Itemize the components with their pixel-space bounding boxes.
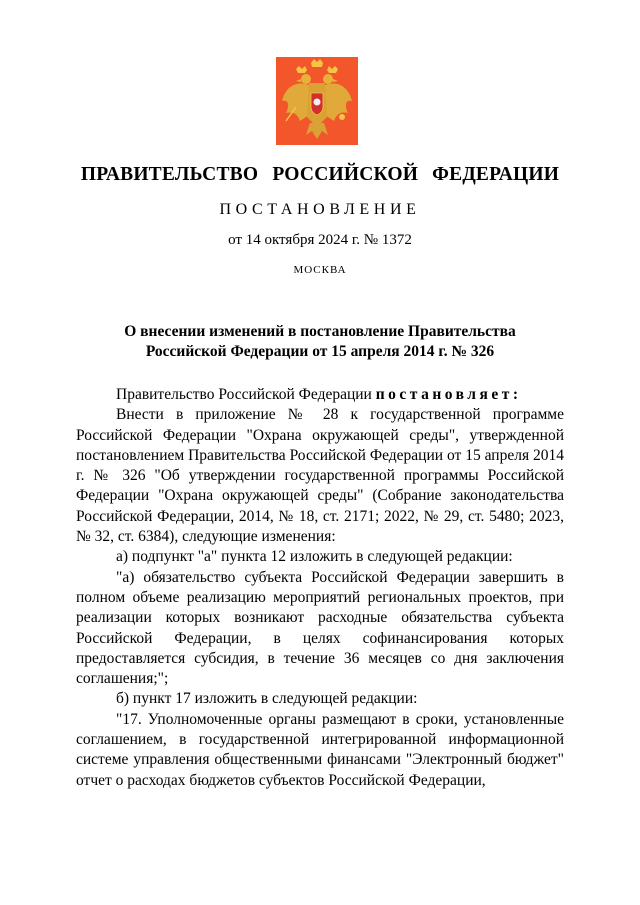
decree-type: ПОСТАНОВЛЕНИЕ: [219, 201, 421, 218]
paragraph-3: "а) обязательство субъекта Российской Федерации завершить в полном объеме реализацию мероприятий региональных проектов, при реализации которых возникают расходные обязательства субъекта Российской Федерации, в целях софинансирования которых предоставляется субсидия, в течение 36 месяцев со дня заключения соглашения;";: [76, 568, 564, 688]
intro-paragraph: [76, 385, 564, 405]
paragraph-1: Внести в приложение № 28 к государственной программе Российской Федерации "Охрана окружающей среды", утвержденной постановлением Правительства Российской Федерации от 15 апреля 2014 г. № 326 "Об утверждении государственной программы Российской Федерации "Охрана окружающей среды" (Собрание законодательства Российской Федерации, 2014, № 18, ст. 2171; 2022, № 29, ст. 5480; 2023, № 32, ст. 6384), следующие изменения:: [76, 406, 564, 546]
intro-prefix: Правительство Российской Федерации: [116, 386, 376, 403]
government-title: ПРАВИТЕЛЬСТВО РОССИЙСКОЙ ФЕДЕРАЦИИ: [80, 164, 560, 185]
decree-subject: [0, 322, 640, 362]
subject-line-1: О внесении изменений в постановление Правительства: [124, 323, 516, 340]
paragraph-4: б) пункт 17 изложить в следующей редакции:: [116, 690, 418, 708]
decree-body: [76, 385, 564, 791]
city: МОСКВА: [293, 264, 347, 276]
paragraph-2: а) подпункт "а" пункта 12 изложить в следующей редакции:: [116, 548, 513, 566]
decree-date-number: от 14 октября 2024 г. № 1372: [228, 232, 412, 248]
intro-verb: постановляет:: [375, 386, 522, 403]
paragraph-5: "17. Уполномоченные органы размещают в сроки, установленные соглашением, в государственной интегрированной информационной системе управления общественными финансами "Электронный бюджет" отчет о расходах бюджетов субъектов Российской Федерации,: [76, 710, 564, 789]
russian-coat-of-arms-icon: [276, 57, 358, 145]
subject-line-2: Российской Федерации от 15 апреля 2014 г. № 326: [145, 343, 495, 360]
coat-of-arms-emblem: [276, 57, 358, 145]
